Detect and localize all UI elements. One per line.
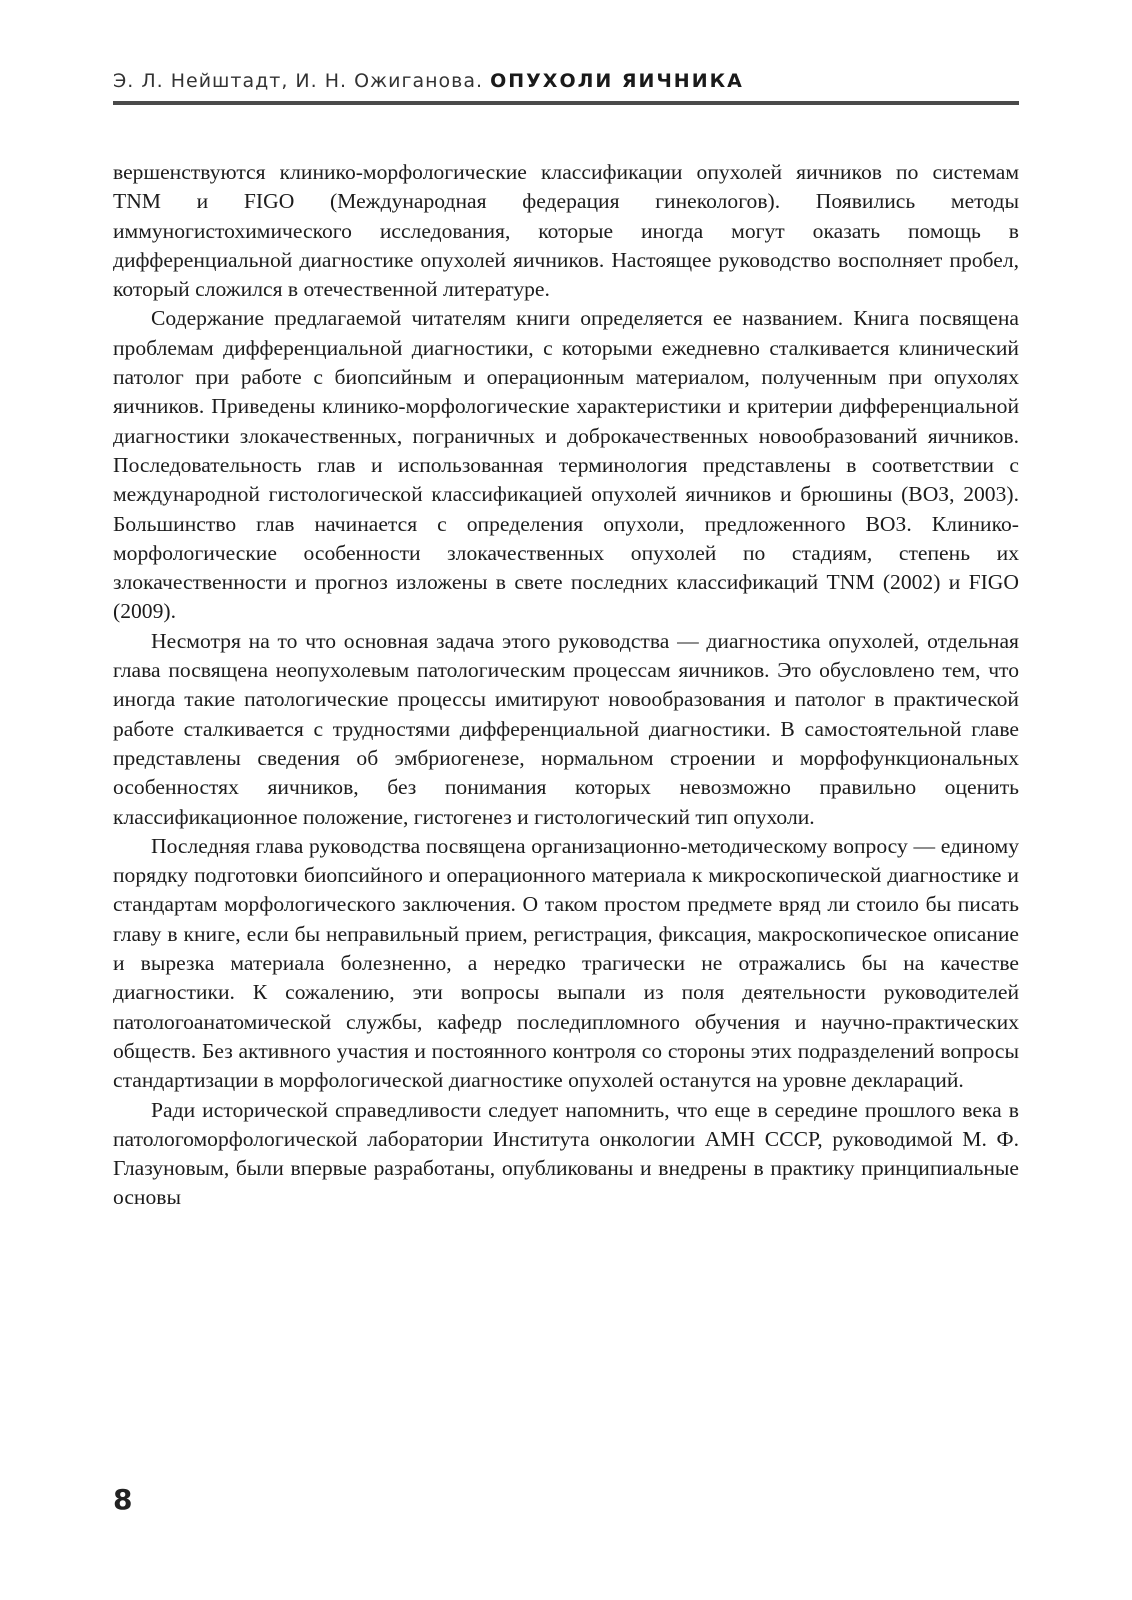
page-number: 8 <box>113 1483 133 1516</box>
paragraph-1: вершенствуются клинико-морфологические классификации опухолей яичников по системам TNM и FIGO (Международная федерация гинекологов). Появились методы иммуногистохимического исследования, которые иногда могут оказать помощь в дифференциальной диагностике опухолей яичников. Настоящее руководство восполняет пробел, который сложился в отечественной литературе. <box>113 160 1019 302</box>
paragraph-3: Несмотря на то что основная задача этого руководства — диагностика опухолей, отдельная глава посвящена неопухолевым патологическим процессам яичников. Это обусловлено тем, что иногда такие патологические процессы имитируют новообразования и патолог в практической работе сталкивается с трудностями дифференциальной диагностики. В самостоятельной главе представлены сведения об эмбриогенезе, нормальном строении и морфофункциональных особенностях яичников, без понимания которых невозможно правильно оценить классификационное положение, гистогенез и гистологический тип опухоли. <box>113 628 1019 829</box>
running-head-authors: Э. Л. Нейштадт, И. Н. Ожиганова. <box>113 70 484 92</box>
main-text <box>113 158 1019 1213</box>
header-rule <box>113 101 1019 105</box>
running-head <box>113 70 1019 92</box>
running-head-book-title: ОПУХОЛИ ЯИЧНИКА <box>490 70 744 92</box>
paragraph-4: Последняя глава руководства посвящена организационно-методическому вопросу — единому порядку подготовки биопсийного и операционного материала к микроскопической диагностике и стандартам морфологического заключения. О таком простом предмете вряд ли стоило бы писать главу в книге, если бы неправильный прием, регистрация, фиксация, макроскопическое описание и вырезка материала болезненно, а нередко трагически не отражались бы на качестве диагностики. К сожалению, эти вопросы выпали из поля деятельности руководителей патологоанатомической службы, кафедр последипломного обучения и научно-практических обществ. Без активного участия и постоянного контроля со стороны этих подразделений вопросы стандартизации в морфологической диагностике опухолей останутся на уровне деклараций. <box>113 833 1019 1093</box>
paragraph-5: Ради исторической справедливости следует напомнить, что еще в середине прошлого века в патологоморфологической лаборатории Института онкологии АМН СССР, руководимой М. Ф. Глазуновым, были впервые разработаны, опубликованы и внедрены в практику принципиальные основы <box>113 1097 1019 1210</box>
paragraph-2: Содержание предлагаемой читателям книги определяется ее названием. Книга посвящена проблемам дифференциальной диагностики, с которыми ежедневно сталкивается клинический патолог при работе с биопсийным и операционным материалом, полученным при опухолях яичников. Приведены клинико-морфологические характеристики и критерии дифференциальной диагностики злокачественных, пограничных и доброкачественных новообразований яичников. Последовательность глав и использованная терминология представлены в соответствии с международной гистологической классификацией опухолей яичников и брюшины (ВОЗ, 2003). Большинство глав начинается с определения опухоли, предложенного ВОЗ. Клинико-морфологические особенности злокачественных опухолей по стадиям, степень их злокачественности и прогноз изложены в свете последних классификаций TNM (2002) и FIGO (2009). <box>113 306 1019 624</box>
